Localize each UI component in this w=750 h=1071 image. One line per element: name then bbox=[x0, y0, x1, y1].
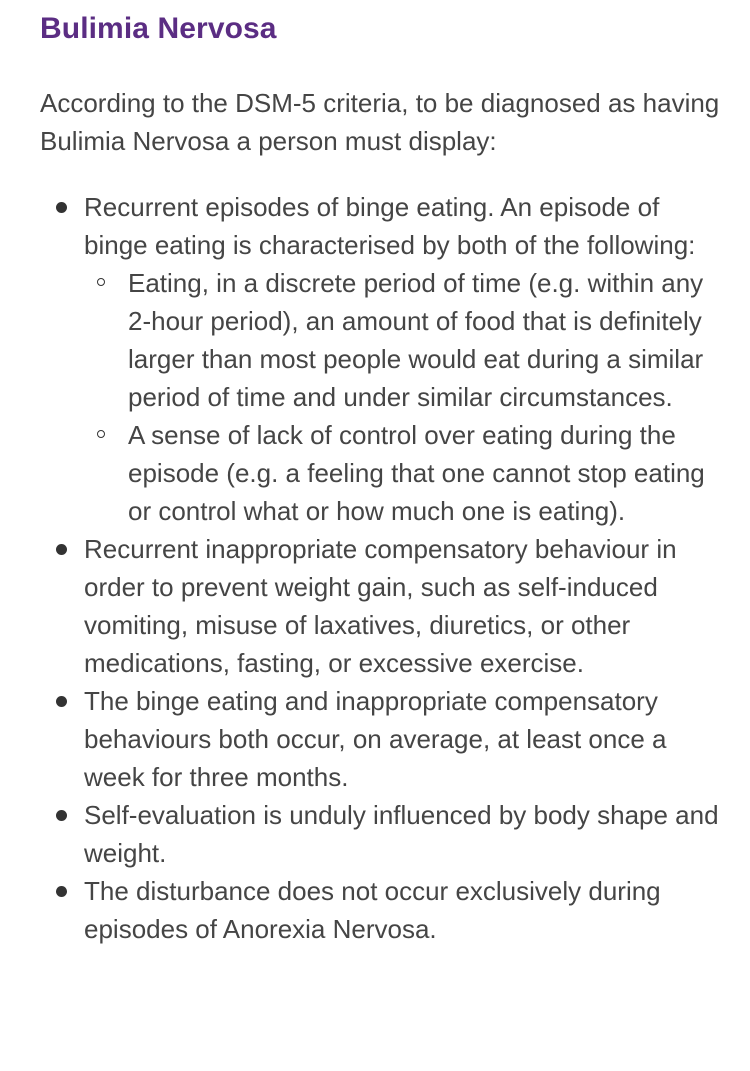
intro-paragraph: According to the DSM-5 criteria, to be diagnosed as having Bulimia Nervosa a person must display: bbox=[40, 88, 720, 156]
page-title: Bulimia Nervosa bbox=[40, 12, 277, 45]
bullet-disc-icon bbox=[56, 202, 67, 213]
bullet-circle-icon bbox=[97, 430, 105, 438]
criteria-item-text: The disturbance does not occur exclusively during episodes of Anorexia Nervosa. bbox=[84, 876, 661, 944]
sub-criteria-item bbox=[84, 264, 722, 416]
bullet-disc-icon bbox=[56, 810, 67, 821]
criteria-item-text: The binge eating and inappropriate compensatory behaviours both occur, on average, at least once a week for three months. bbox=[84, 686, 667, 792]
sub-criteria-item-text: A sense of lack of control over eating during the episode (e.g. a feeling that one cannot stop eating or control what or how much one is eating). bbox=[128, 420, 705, 526]
criteria-item-text: Self-evaluation is unduly influenced by body shape and weight. bbox=[84, 800, 719, 868]
criteria-item bbox=[0, 872, 750, 948]
criteria-item bbox=[0, 796, 750, 872]
bullet-disc-icon bbox=[56, 544, 67, 555]
criteria-item bbox=[0, 530, 750, 682]
criteria-item bbox=[0, 188, 750, 530]
bullet-circle-icon bbox=[97, 278, 105, 286]
criteria-list bbox=[0, 188, 750, 948]
sub-criteria-item bbox=[84, 416, 722, 530]
criteria-item bbox=[0, 682, 750, 796]
bullet-disc-icon bbox=[56, 886, 67, 897]
sub-criteria-list bbox=[84, 264, 722, 530]
sub-criteria-item-text: Eating, in a discrete period of time (e.g. within any 2-hour period), an amount of food that is definitely larger than most people would eat during a similar period of time and under similar circumstances. bbox=[128, 268, 704, 412]
criteria-item-text: Recurrent episodes of binge eating. An episode of binge eating is characterised by both of the following: bbox=[84, 192, 696, 260]
criteria-item-text: Recurrent inappropriate compensatory behaviour in order to prevent weight gain, such as self-induced vomiting, misuse of laxatives, diuretics, or other medications, fasting, or excessive exercise. bbox=[84, 534, 677, 678]
bullet-disc-icon bbox=[56, 696, 67, 707]
